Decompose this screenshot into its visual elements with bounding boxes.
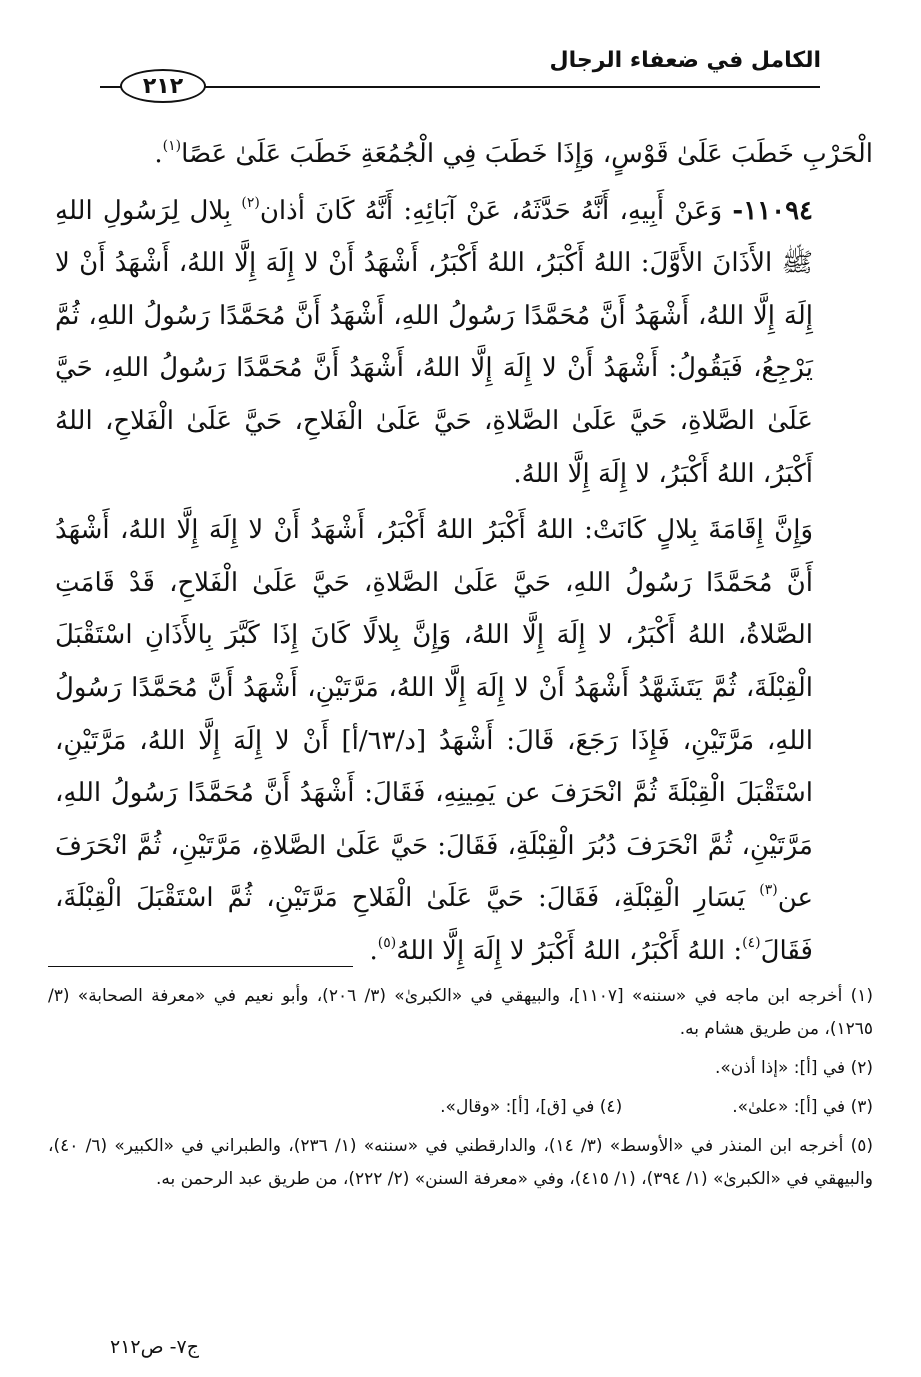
page-number-badge — [120, 69, 206, 103]
header-rule — [100, 86, 820, 88]
paragraph-2-text-a: وَعَنْ أَبِيهِ، أَنَّهُ حَدَّثَهُ، عَنْ آبَائِهِ: أَنَّهُ كَانَ أذان — [259, 195, 723, 226]
paragraph-3-text-c: : اللهُ أَكْبَرُ، اللهُ أَكْبَرُ لا إِلَهَ إِلَّا اللهُ — [396, 935, 743, 966]
paragraph-3-end: . — [369, 935, 378, 966]
footnotes — [48, 980, 873, 1202]
paragraph-2-text-b: بِلال لِرَسُولِ اللهِ ﷺ الأَذَانَ الأَوَّلَ: اللهُ أَكْبَرُ، اللهُ أَكْبَرُ، أَشْهَدُ أَنْ لا إِلَهَ إِلَّا اللهُ، أَشْهَدُ أَنْ لا إِلَهَ إِلَّا اللهُ، أَشْهَدُ أَنَّ مُحَمَّدًا رَسُولُ اللهِ، أَشْهَدُ أَنَّ مُحَمَّدًا رَسُولُ اللهِ، ثُمَّ يَرْجِعُ، فَيَقُولُ: أَشْهَدُ أَنْ لا إِلَهَ إِلَّا اللهُ، أَشْهَدُ أَنَّ مُحَمَّدًا رَسُولُ اللهِ، حَيَّ عَلَىٰ الصَّلاةِ، حَيَّ عَلَىٰ الصَّلاةِ، حَيَّ عَلَىٰ الْفَلاحِ، حَيَّ عَلَىٰ الْفَلاحِ، اللهُ أَكْبَرُ، اللهُ أَكْبَرُ، لا إِلَهَ إِلَّا اللهُ. — [55, 195, 813, 489]
footnote-marker-1: (١) — [162, 138, 182, 154]
folio-reference: ج٧- ص٢١٢ — [110, 1336, 199, 1358]
paragraph-1: الْحَرْبِ خَطَبَ عَلَىٰ قَوْسٍ، وَإِذَا خَطَبَ فِي الْجُمُعَةِ خَطَبَ عَلَىٰ عَصًا$^{(١)}$. — [154, 138, 873, 169]
paragraph-2 — [55, 185, 873, 501]
footnote-4: (٤) في [ق]، [أ]: «وقال». — [440, 1097, 623, 1117]
footnote-1: (١) أخرجه ابن ماجه في «سننه» [١١٠٧]، والبيهقي في «الكبرىٰ» (٣/ ٢٠٦)، وأبو نعيم في «معرفة الصحابة» (٣/ ١٢٦٥)، من طريق هشام به. — [48, 986, 873, 1039]
footnote-marker-5: (٥) — [377, 934, 397, 951]
footnote-3: (٣) في [أ]: «علىٰ». — [732, 1097, 873, 1117]
main-text — [55, 128, 873, 978]
footnote-marker-4: (٤) — [742, 934, 761, 951]
paragraph-3-text-a: وَإِنَّ إِقَامَةَ بِلالٍ كَانَتْ: اللهُ أَكْبَرُ اللهُ أَكْبَرُ، أَشْهَدُ أَنْ لا إِلَهَ إِلَّا اللهُ، أَشْهَدُ أَنَّ مُحَمَّدًا رَسُولُ اللهِ، حَيَّ عَلَىٰ الصَّلاةِ، حَيَّ عَلَىٰ الْفَلاحِ، قَدْ قَامَتِ الصَّلاةُ، اللهُ أَكْبَرُ، لا إِلَهَ إِلَّا اللهُ، وَإِنَّ بِلالًا كَانَ إِذَا كَبَّرَ بِالأَذَانِ اسْتَقْبَلَ الْقِبْلَةَ، ثُمَّ يَتَشَهَّدُ أَشْهَدُ أَنْ لا إِلَهَ إِلَّا اللهُ، مَرَّتَيْنِ، أَشْهَدُ أَنَّ مُحَمَّدًا رَسُولُ اللهِ، مَرَّتَيْنِ، فَإِذَا رَجَعَ، قَالَ: أَشْهَدُ [د/٦٣/أ] أَنْ لا إِلَهَ إِلَّا اللهُ، مَرَّتَيْنِ، اسْتَقْبَلَ الْقِبْلَةَ ثُمَّ انْحَرَفَ عن يَمِينِهِ، فَقَالَ: أَشْهَدُ أَنَّ مُحَمَّدًا رَسُولُ اللهِ، مَرَّتَيْنِ، ثُمَّ انْحَرَفَ دُبُرَ الْقِبْلَةِ، فَقَالَ: حَيَّ عَلَىٰ الصَّلاةِ، مَرَّتَيْنِ، ثُمَّ انْحَرَفَ عن — [55, 515, 814, 914]
paragraph-3 — [55, 504, 873, 977]
footnote-marker-2: (٢) — [241, 194, 260, 211]
footnote-2: (٢) في [أ]: «إذا أذن». — [714, 1058, 873, 1078]
footnote-marker-3: (٣) — [759, 882, 778, 899]
running-title: الكامل في ضعفاء الرجال — [549, 48, 821, 73]
paragraph-1-text: الْحَرْبِ خَطَبَ عَلَىٰ قَوْسٍ، وَإِذَا خَطَبَ فِي الْجُمُعَةِ خَطَبَ عَلَىٰ عَصًا — [181, 139, 873, 169]
hadith-number: ١١٠٩٤- — [732, 195, 814, 226]
footnote-row-3-4 — [48, 1091, 873, 1124]
footnote-5: (٥) أخرجه ابن المنذر في «الأوسط» (٣/ ١٤)، والدارقطني في «سننه» (١/ ٢٣٦)، والطبراني في «الكبير» (٦/ ٤٠)، والبيهقي في «الكبرىٰ» (١/ ٣٩٤)، (١/ ٤١٥)، وفي «معرفة السنن» (٢/ ٢٢٢)، من طريق عبد الرحمن به. — [48, 1136, 873, 1189]
page-number: ٢١٢ — [142, 73, 184, 99]
footnote-separator — [48, 966, 353, 967]
paragraph-3-text-b: يَسَارِ الْقِبْلَةِ، فَقَالَ: حَيَّ عَلَىٰ الْفَلاحِ مَرَّتَيْنِ، ثُمَّ اسْتَقْبَلَ الْقِبْلَةَ، فَقَالَ — [55, 883, 813, 966]
